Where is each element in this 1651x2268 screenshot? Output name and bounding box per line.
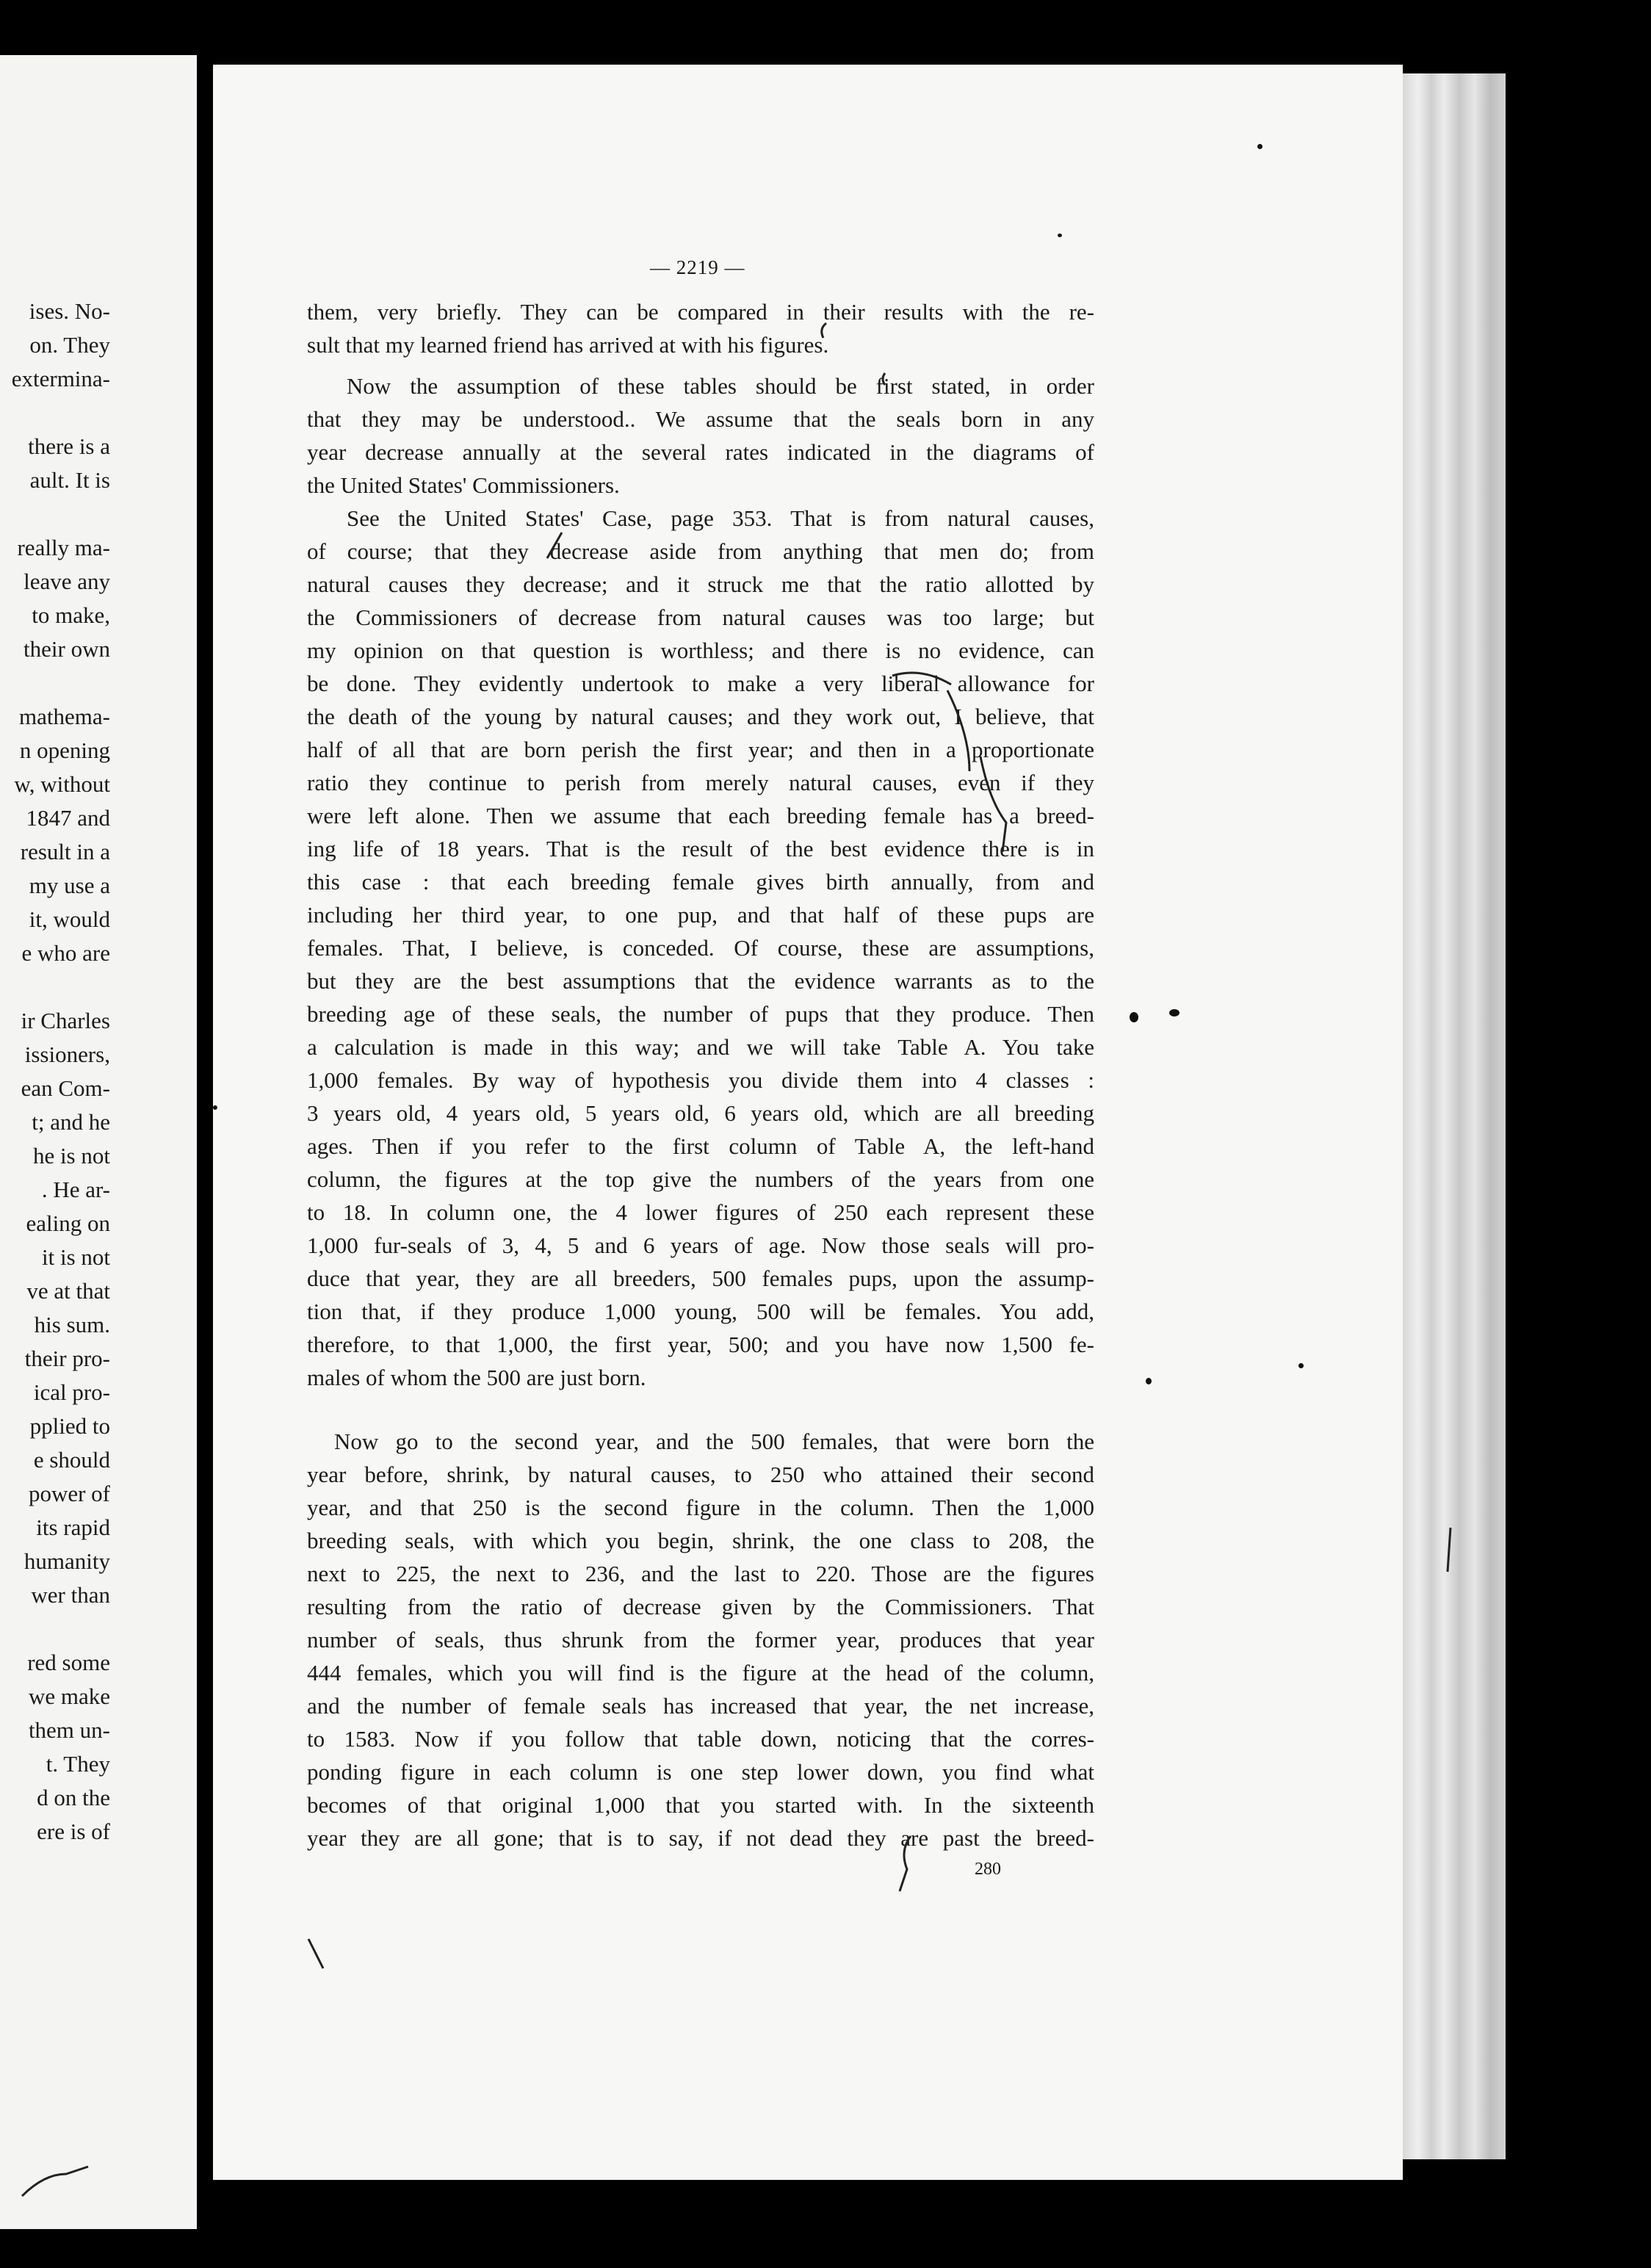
text-line: females. That, I believe, is conceded. Of course, these are assumptions, xyxy=(307,935,1094,961)
text-line: duce that year, they are all breeders, 500 females pups, upon the assump- xyxy=(307,1265,1094,1291)
text-line: 1,000 fur-seals of 3, 4, 5 and 6 years of age. Now those seals will pro- xyxy=(307,1232,1094,1258)
facing-line: ault. It is xyxy=(29,467,110,493)
text-line: year they are all gone; that is to say, if not dead they are past the breed- xyxy=(307,1825,1094,1851)
facing-line: ean Com- xyxy=(21,1075,110,1101)
facing-line: humanity xyxy=(24,1548,110,1574)
text-line: natural causes they decrease; and it struck me that the ratio allotted by xyxy=(307,571,1094,597)
facing-line: ve at that xyxy=(26,1278,110,1304)
facing-line: mathema- xyxy=(19,704,110,729)
facing-line: them un- xyxy=(28,1717,110,1743)
facing-line: my use a xyxy=(29,873,110,898)
text-line: including her third year, to one pup, and that half of these pups are xyxy=(307,902,1094,928)
facing-line: n opening xyxy=(19,737,110,763)
ink-speck xyxy=(1130,1012,1138,1022)
facing-line: there is a xyxy=(28,433,110,459)
facing-line: power of xyxy=(28,1481,110,1506)
text-line: 1,000 females. By way of hypothesis you divide them into 4 classes : xyxy=(307,1067,1094,1093)
facing-line: t; and he xyxy=(32,1109,110,1135)
facing-line: he is not xyxy=(32,1143,110,1169)
text-line: 444 females, which you will find is the figure at the head of the column, xyxy=(307,1660,1094,1686)
text-line: the Commissioners of decrease from natural causes was too large; but xyxy=(307,604,1094,630)
facing-line: extermina- xyxy=(11,366,110,391)
facing-line: we make xyxy=(28,1683,110,1709)
facing-line: e who are xyxy=(21,940,110,966)
text-line: the death of the young by natural causes; and they work out, I believe, that xyxy=(307,704,1094,729)
facing-line: it is not xyxy=(41,1244,110,1270)
text-line: year decrease annually at the several rates indicated in the diagrams of xyxy=(307,439,1094,465)
pencil-mark xyxy=(1448,1528,1451,1572)
text-line: resulting from the ratio of decrease given by the Commissioners. That xyxy=(307,1594,1094,1619)
facing-line: red some xyxy=(27,1650,110,1675)
text-line: tion that, if they produce 1,000 young, 500 will be females. You add, xyxy=(307,1299,1094,1324)
facing-line: their pro- xyxy=(24,1346,110,1371)
facing-line: ical pro- xyxy=(33,1379,110,1405)
facing-line: his sum. xyxy=(34,1312,110,1337)
text-line: half of all that are born perish the first year; and then in a proportionate xyxy=(307,737,1094,762)
text-line: year, and that 250 is the second figure in the column. Then the 1,000 xyxy=(307,1495,1094,1520)
facing-line: ises. No- xyxy=(29,298,110,324)
page-number: — 2219 — xyxy=(650,256,745,278)
pencil-mark xyxy=(980,756,1006,852)
text-line: ratio they continue to perish from merely natural causes, even if they xyxy=(307,770,1094,795)
pencil-mark xyxy=(547,532,562,558)
text-line: year before, shrink, by natural causes, to 250 who attained their second xyxy=(307,1462,1094,1487)
signature-mark: 280 xyxy=(975,1860,1001,1879)
text-line: of course; that they decrease aside from anything that men do; from xyxy=(307,538,1094,564)
text-line: See the United States' Case, page 353. That is from natural causes, xyxy=(347,505,1094,531)
facing-line: w, without xyxy=(14,771,110,797)
text-line: and the number of female seals has increased that year, the net increase, xyxy=(307,1693,1094,1719)
text-line: be done. They evidently undertook to make a very liberal allowance for xyxy=(307,671,1094,696)
text-line: Now the assumption of these tables should be first stated, in order xyxy=(347,373,1094,399)
ink-speck xyxy=(1257,144,1262,149)
text-line: column, the figures at the top give the numbers of the years from one xyxy=(307,1166,1094,1192)
pencil-mark xyxy=(947,690,969,771)
text-line: next to 225, the next to 236, and the last to 220. Those are the figures xyxy=(307,1561,1094,1586)
facing-line: it, would xyxy=(29,906,110,932)
text-line: 3 years old, 4 years old, 5 years old, 6 years old, which are all breeding xyxy=(307,1100,1094,1126)
text-line: that they may be understood.. We assume that the seals born in any xyxy=(307,406,1094,432)
facing-line: t. They xyxy=(46,1751,110,1777)
text-line: to 1583. Now if you follow that table down, noticing that the corres- xyxy=(307,1726,1094,1752)
text-line: number of seals, thus shrunk from the former year, produces that year xyxy=(307,1627,1094,1653)
text-line: my opinion on that question is worthless; and there is no evidence, can xyxy=(307,638,1094,663)
text-line: but they are the best assumptions that the evidence warrants as to the xyxy=(307,968,1094,994)
text-line: this case : that each breeding female gives birth annually, from and xyxy=(307,869,1094,895)
facing-line: d on the xyxy=(37,1785,110,1810)
facing-line: e should xyxy=(33,1447,110,1473)
text-line: breeding seals, with which you begin, shrink, the one class to 208, the xyxy=(307,1528,1094,1553)
facing-line: issioners, xyxy=(24,1041,110,1067)
facing-line: wer than xyxy=(31,1582,110,1608)
text-line: ponding figure in each column is one step lower down, you find what xyxy=(307,1759,1094,1785)
pencil-mark xyxy=(308,1939,323,1968)
ink-speck xyxy=(1146,1378,1152,1384)
text-line: a calculation is made in this way; and we will take Table A. You take xyxy=(307,1034,1094,1060)
facing-line: their own xyxy=(24,636,110,662)
text-line: to 18. In column one, the 4 lower figures of 250 each represent these xyxy=(307,1199,1094,1225)
pencil-mark xyxy=(22,2167,88,2196)
facing-line: its rapid xyxy=(36,1514,110,1540)
text-line: ing life of 18 years. That is the result of the best evidence there is in xyxy=(307,836,1094,862)
facing-line: pplied to xyxy=(29,1413,110,1439)
text-line: them, very briefly. They can be compared in their results with the re- xyxy=(307,299,1094,325)
facing-line: ealing on xyxy=(26,1210,110,1236)
pencil-mark xyxy=(822,323,826,338)
ink-speck xyxy=(1298,1363,1304,1368)
ink-speck xyxy=(1058,234,1062,237)
facing-line: . He ar- xyxy=(41,1177,110,1202)
text-line: sult that my learned friend has arrived at with his figures. xyxy=(307,332,829,358)
text-line: the United States' Commissioners. xyxy=(307,472,620,498)
facing-line: on. They xyxy=(29,332,110,358)
text-line: becomes of that original 1,000 that you started with. In the sixteenth xyxy=(307,1792,1094,1818)
text-line: breeding age of these seals, the number of pups that they produce. Then xyxy=(307,1001,1094,1027)
facing-line: to make, xyxy=(32,602,110,628)
facing-line: leave any xyxy=(24,568,110,594)
text-line: were left alone. Then we assume that each breeding female has a breed- xyxy=(307,803,1094,828)
facing-line: really ma- xyxy=(17,535,110,560)
pencil-mark xyxy=(883,373,885,385)
ink-speck xyxy=(1169,1009,1179,1016)
text-line: ages. Then if you refer to the first column of Table A, the left-hand xyxy=(307,1133,1094,1159)
facing-line: result in a xyxy=(20,839,110,864)
text-line: therefore, to that 1,000, the first year, 500; and you have now 1,500 fe- xyxy=(307,1332,1094,1357)
pencil-mark xyxy=(892,673,951,685)
text-line: Now go to the second year, and the 500 females, that were born the xyxy=(334,1429,1094,1454)
text-line: males of whom the 500 are just born. xyxy=(307,1365,646,1390)
pencil-mark xyxy=(900,1836,911,1891)
facing-line: ir Charles xyxy=(21,1008,110,1033)
facing-line: 1847 and xyxy=(26,805,110,831)
facing-line: ere is of xyxy=(37,1819,110,1844)
ink-speck xyxy=(213,1105,217,1110)
